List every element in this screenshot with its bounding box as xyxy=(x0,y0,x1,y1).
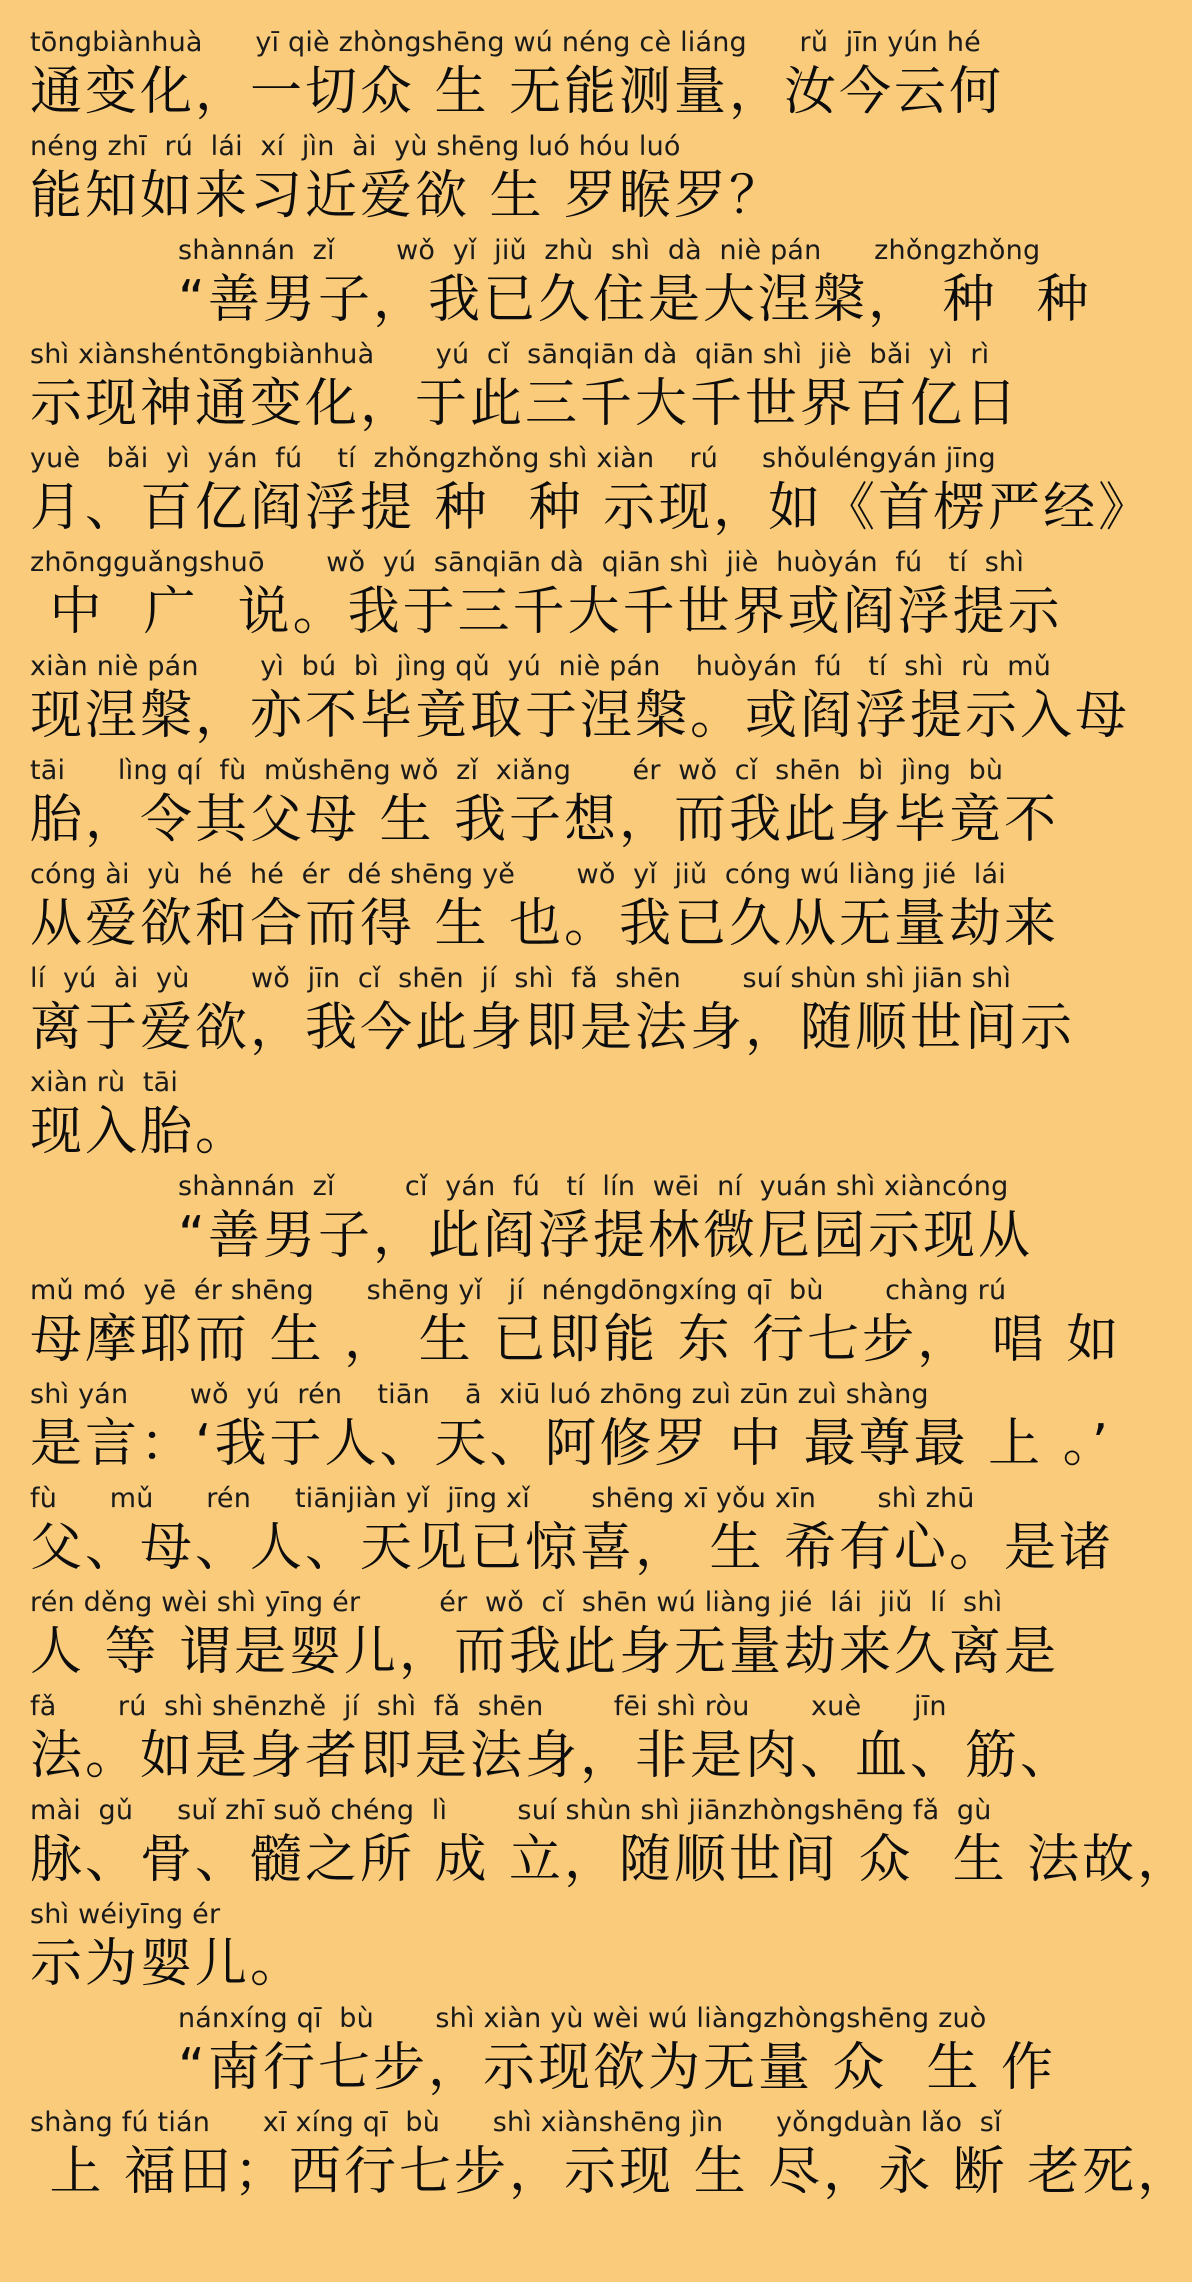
text-line-21 xyxy=(30,2106,1192,2210)
text-line-11 xyxy=(30,1066,1056,1170)
hanzi-row: 人 等 谓是婴儿，而我此身无量劫来久离是 xyxy=(30,1622,1060,1682)
hanzi-row: 通变化，一切众 生 无能测量，汝今云何 xyxy=(30,62,1005,122)
pinyin-row: shànnán zǐ wǒ yǐ jiǔ zhù shì dà niè pán zhǒngzhǒng xyxy=(178,235,1041,266)
pinyin-row: tōngbiànhuà yī qiè zhòngshēng wú néng cè liáng rǔ jīn yún hé xyxy=(30,27,981,58)
text-line-13 xyxy=(30,1274,1122,1378)
text-line-20 xyxy=(30,2002,1056,2106)
hanzi-row: 胎，令其父母 生 我子想，而我此身毕竟不 xyxy=(30,790,1060,850)
pinyin-row: nánxíng qī bù shì xiàn yù wèi wú liàngzhòngshēng zuò xyxy=(178,2003,987,2034)
hanzi-row: 父、母、人、天见已惊喜， 生 希有心。是诸 xyxy=(30,1518,1115,1578)
text-line-8 xyxy=(30,754,1060,858)
pinyin-row: shì xiànshéntōngbiànhuà yú cǐ sānqiān dà qiān shì jiè bǎi yì rì xyxy=(30,339,990,370)
text-line-7 xyxy=(30,650,1131,754)
pinyin-row: shànnán zǐ cǐ yán fú tí lín wēi ní yuán shì xiàncóng xyxy=(178,1171,1009,1202)
text-line-2 xyxy=(30,130,1056,234)
hanzi-row: 上 福田；西行七步，示现 生 尽，永 断 老死， xyxy=(30,2142,1192,2202)
pinyin-row: shì yán wǒ yú rén tiān ā xiū luó zhōng zuì zūn zuì shàng xyxy=(30,1379,929,1410)
pinyin-row: xiàn niè pán yì bú bì jìng qǔ yú niè pán huòyán fú tí shì rù mǔ xyxy=(30,651,1052,682)
text-line-3 xyxy=(30,234,1092,338)
text-line-12 xyxy=(30,1170,1056,1274)
text-line-4 xyxy=(30,338,1056,442)
pinyin-row: tāi lìng qí fù mǔshēng wǒ zǐ xiǎng ér wǒ cǐ shēn bì jìng bù xyxy=(30,755,1004,786)
pinyin-row: mài gǔ suǐ zhī suǒ chéng lì suí shùn shì jiānzhòngshēng fǎ gù xyxy=(30,1795,992,1826)
hanzi-row: 从爱欲和合而得 生 也。我已久从无量劫来 xyxy=(30,894,1060,954)
text-line-6 xyxy=(30,546,1063,650)
hanzi-row: “善男子，此阎浮提林微尼园示现从 xyxy=(178,1206,1033,1266)
text-line-10 xyxy=(30,962,1076,1066)
text-line-15 xyxy=(30,1482,1115,1586)
text-line-17 xyxy=(30,1690,1076,1794)
pinyin-row: shì wéiyīng ér xyxy=(30,1899,221,1930)
hanzi-row: 中 广 说。我于三千大千世界或阎浮提示 xyxy=(30,582,1063,642)
hanzi-row: 示为婴儿。 xyxy=(30,1934,306,1994)
text-line-16 xyxy=(30,1586,1060,1690)
pinyin-row: mǔ mó yē ér shēng shēng yǐ jí néngdōngxíng qī bù chàng rú xyxy=(30,1275,1007,1306)
text-line-18 xyxy=(30,1794,1192,1898)
text-line-19 xyxy=(30,1898,1056,2002)
hanzi-row: 现涅槃，亦不毕竟取于涅槃。或阎浮提示入母 xyxy=(30,686,1131,746)
hanzi-row: “善男子，我已久住是大涅槃， 种 种 xyxy=(178,270,1092,330)
hanzi-row: 是言：‘我于人、天、阿修罗 中 最尊最 上 。’ xyxy=(30,1414,1112,1474)
pinyin-row: fù mǔ rén tiānjiàn yǐ jīng xǐ shēng xī yǒu xīn shì zhū xyxy=(30,1483,975,1514)
text-line-5 xyxy=(30,442,1154,546)
hanzi-row: 离于爱欲，我今此身即是法身，随顺世间示 xyxy=(30,998,1076,1058)
text-line-14 xyxy=(30,1378,1112,1482)
hanzi-row: “南行七步，示现欲为无量 众 生 作 xyxy=(178,2038,1057,2098)
pinyin-row: shàng fú tián xī xíng qī bù shì xiànshēng jìn yǒngduàn lǎo sǐ xyxy=(30,2107,1002,2138)
hanzi-row: 示现神通变化，于此三千大千世界百亿日 xyxy=(30,374,1021,434)
text-line-1 xyxy=(30,26,1056,130)
hanzi-row: 月、百亿阎浮提 种 种 示现，如《首楞严经》 xyxy=(30,478,1154,538)
pinyin-row: néng zhī rú lái xí jìn ài yù shēng luó hóu luó xyxy=(30,131,681,162)
pinyin-row: lí yú ài yù wǒ jīn cǐ shēn jí shì fǎ shēn suí shùn shì jiān shì xyxy=(30,963,1012,994)
pinyin-row: xiàn rù tāi xyxy=(30,1067,179,1098)
text-line-9 xyxy=(30,858,1060,962)
pinyin-row: rén děng wèi shì yīng ér ér wǒ cǐ shēn wú liàng jié lái jiǔ lí shì xyxy=(30,1587,1003,1618)
pinyin-row: fǎ rú shì shēnzhě jí shì fǎ shēn fēi shì ròu xuè jīn xyxy=(30,1691,947,1722)
pinyin-row: zhōngguǎngshuō wǒ yú sānqiān dà qiān shì jiè huòyán fú tí shì xyxy=(30,547,1025,578)
hanzi-row: 能知如来习近爱欲 生 罗睺罗？ xyxy=(30,166,785,226)
hanzi-row: 母摩耶而 生 ， 生 已即能 东 行七步， 唱 如 xyxy=(30,1310,1122,1370)
hanzi-row: 脉、骨、髓之所 成 立，随顺世间 众 生 法故， xyxy=(30,1830,1192,1890)
hanzi-row: 法。如是身者即是法身，非是肉、血、筋、 xyxy=(30,1726,1076,1786)
pinyin-row: cóng ài yù hé hé ér dé shēng yě wǒ yǐ jiǔ cóng wú liàng jié lái xyxy=(30,859,1006,890)
pinyin-row: yuè bǎi yì yán fú tí zhǒngzhǒng shì xiàn rú shǒuléngyán jīng xyxy=(30,443,996,474)
hanzi-row: 现入胎。 xyxy=(30,1102,251,1162)
